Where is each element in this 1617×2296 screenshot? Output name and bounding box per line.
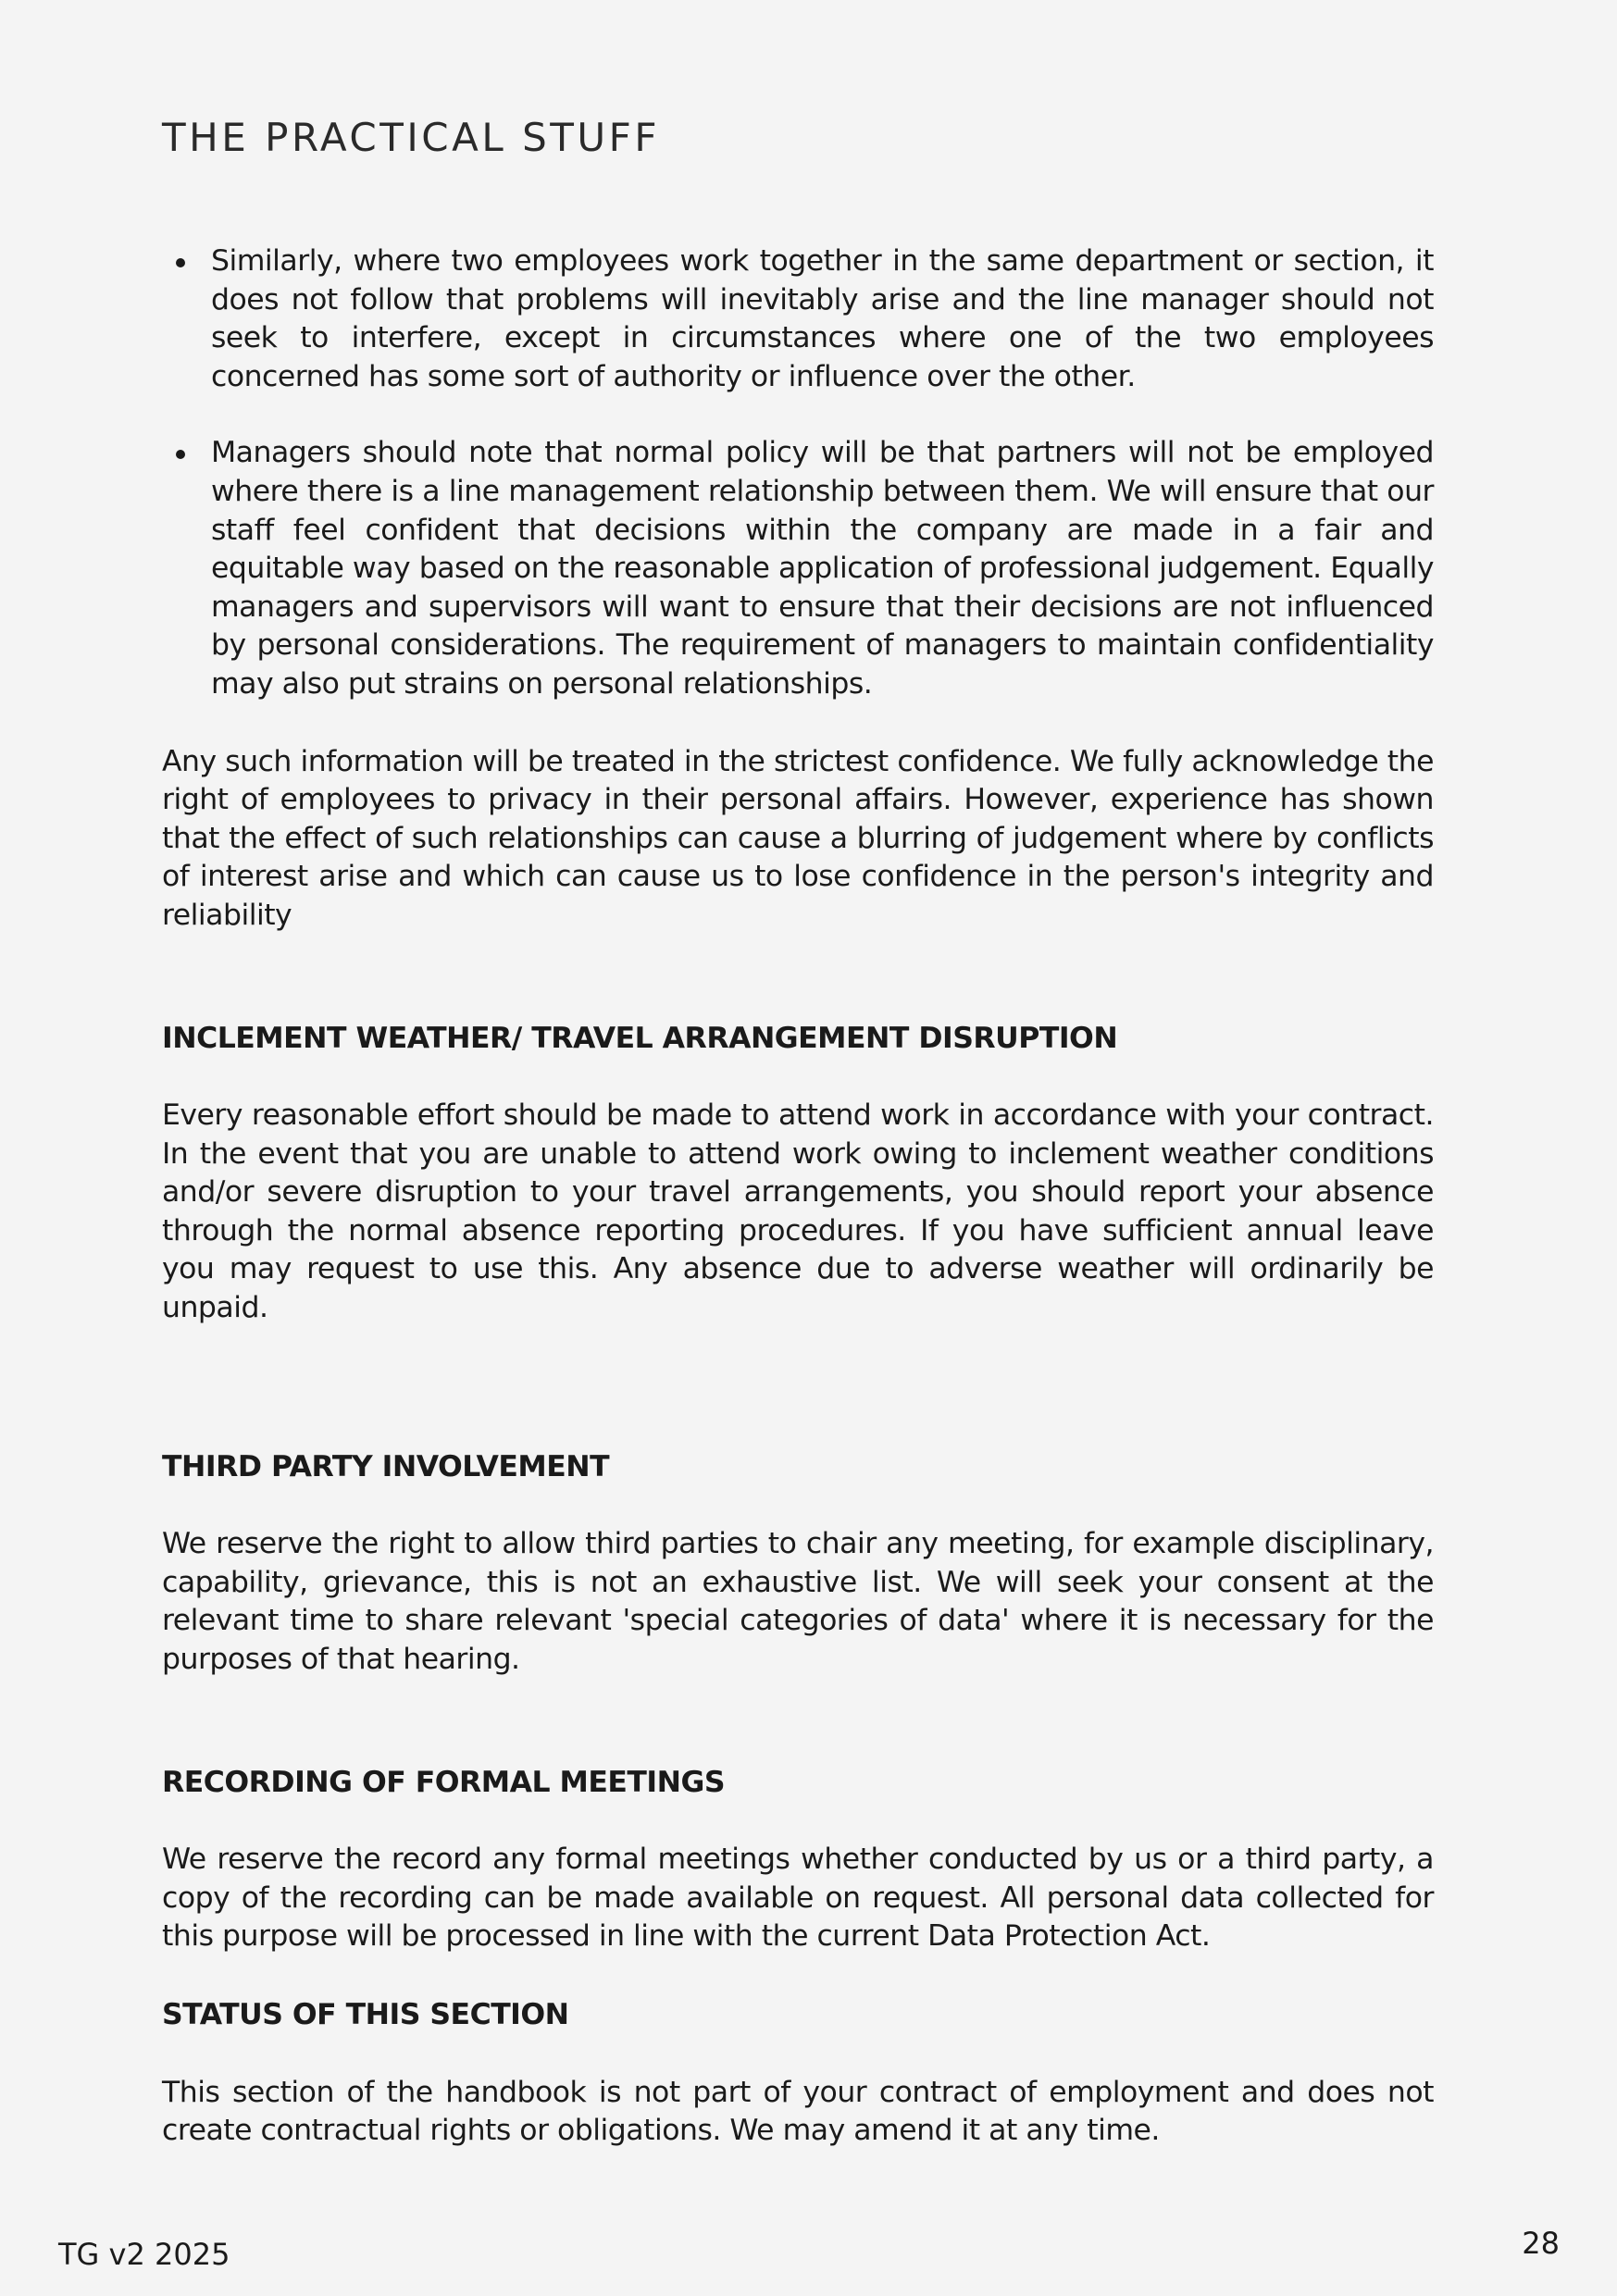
- list-item: [162, 434, 1434, 703]
- page-number: 28: [1522, 2226, 1560, 2261]
- bullet-icon: [176, 258, 185, 267]
- section-heading-inclement-weather: INCLEMENT WEATHER/ TRAVEL ARRANGEMENT DISRUPTION: [162, 1021, 1118, 1055]
- section-heading-status: STATUS OF THIS SECTION: [162, 1998, 569, 2031]
- document-body: [162, 242, 1434, 2151]
- list-item: [162, 242, 1434, 396]
- bullet-list: [162, 242, 1434, 704]
- section-heading-recording-meetings: RECORDING OF FORMAL MEETINGS: [162, 1765, 726, 1799]
- list-item-text: Managers should note that normal policy will be that partners will not be employed where there is a line management relationship between them. We will ensure that our staff feel confident that decisions within the company are made in a fair and equitable way based on the reasonable application of professional judgement. Equally managers and supervisors will want to ensure that their decisions are not influenced by personal considerations. The requirement of managers to maintain confidentiality may also put strains on personal relationships.: [211, 436, 1434, 701]
- confidentiality-paragraph: Any such information will be treated in the strictest confidence. We fully acknowledge the right of employees to privacy in their personal affairs. However, experience has shown that the effect of such relationships can cause a blurring of judgement where by conflicts of interest arise and which can cause us to lose confidence in the person's integrity and reliability: [162, 744, 1434, 932]
- section-body-recording-meetings: We reserve the record any formal meetings whether conducted by us or a third party, a copy of the recording can be made available on request. All personal data collected for this purpose will be processed in line with the current Data Protection Act.: [162, 1843, 1434, 1954]
- section-body-status: This section of the handbook is not part of your contract of employment and does not create contractual rights or obligations. We may amend it at any time.: [162, 2075, 1434, 2148]
- footer-version: TG v2 2025: [58, 2237, 230, 2272]
- bullet-icon: [176, 450, 185, 459]
- section-body-third-party: We reserve the right to allow third parties to chair any meeting, for example disciplinary, capability, grievance, this is not an exhaustive list. We will seek your consent at the relevant time to share relevant 'special categories of data' where it is necessary for the purposes of that hearing.: [162, 1527, 1434, 1677]
- page-title: THE PRACTICAL STUFF: [162, 115, 660, 160]
- section-heading-third-party: THIRD PARTY INVOLVEMENT: [162, 1449, 610, 1483]
- section-body-inclement-weather: Every reasonable effort should be made to attend work in accordance with your contract. In the event that you are unable to attend work owing to inclement weather conditions and/or severe disruption to your travel arrangements, you should report your absence through the normal absence reporting procedures. If you have sufficient annual leave you may request to use this. Any absence due to adverse weather will ordinarily be unpaid.: [162, 1098, 1434, 1325]
- list-item-text: Similarly, where two employees work together in the same department or section, it does not follow that problems will inevitably arise and the line manager should not seek to interfere, except in circumstances where one of the two employees concerned has some sort of authority or influence over the other.: [211, 244, 1434, 393]
